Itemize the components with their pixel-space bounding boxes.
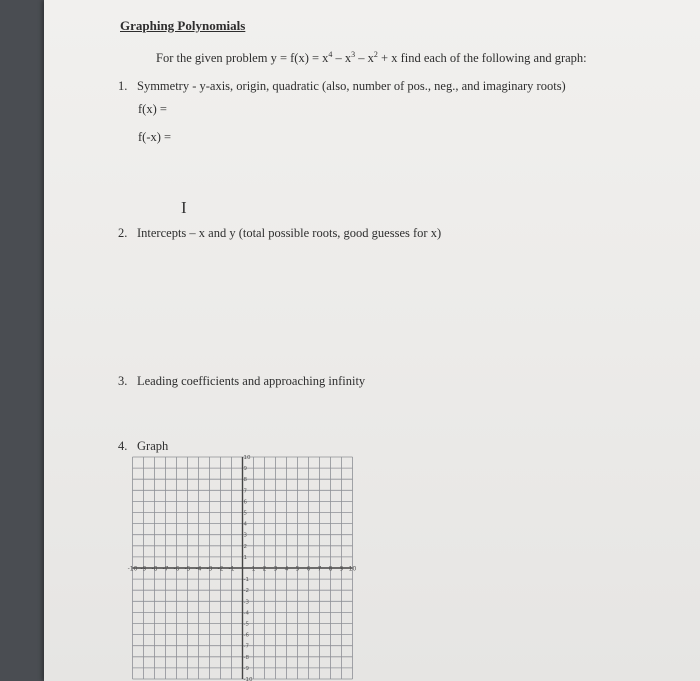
- question-number: 1.: [118, 79, 128, 93]
- question-number: 3.: [118, 374, 128, 388]
- x-tick-label: 4: [284, 565, 289, 573]
- y-tick-label: -8: [243, 654, 249, 661]
- x-tick-label: 6: [306, 565, 311, 573]
- intro-term-2: – x: [355, 51, 374, 66]
- x-tick-label: -5: [184, 565, 191, 573]
- coordinate-grid: [127, 455, 357, 681]
- x-tick-label: -8: [151, 565, 158, 573]
- x-tick-label: 10: [348, 565, 357, 573]
- intro-lead: For the given problem y = f(x) = x: [156, 51, 329, 66]
- y-tick-label: -5: [243, 621, 249, 628]
- x-tick-label: -7: [162, 565, 169, 573]
- x-tick-label: 8: [328, 565, 333, 573]
- f-neg-x-line: f(-x) =: [138, 130, 172, 144]
- worksheet-paper: [44, 0, 700, 681]
- y-tick-label: 7: [243, 488, 247, 495]
- y-tick-label: 1: [243, 554, 247, 561]
- y-tick-label: 5: [243, 510, 247, 517]
- y-tick-label: 8: [243, 477, 247, 484]
- exp-2: 2: [373, 50, 378, 59]
- x-tick-label: 5: [295, 565, 300, 573]
- y-tick-label: -9: [243, 665, 249, 672]
- y-tick-label: 6: [243, 499, 247, 506]
- intro-tail: + x find each of the following and graph:: [377, 51, 587, 66]
- page-title: Graphing Polynomials: [120, 18, 246, 33]
- x-tick-label: -10: [127, 565, 138, 573]
- y-tick-label: 10: [243, 455, 251, 461]
- question-text: Graph: [137, 439, 169, 453]
- fx-line: f(x) =: [138, 102, 167, 116]
- question-4: [118, 439, 168, 454]
- y-tick-label: -10: [243, 677, 253, 681]
- x-tick-label: -4: [195, 565, 202, 573]
- y-tick-label: -3: [243, 599, 249, 606]
- x-tick-label: -9: [140, 565, 147, 573]
- question-1: [118, 79, 566, 94]
- question-text: Symmetry - y-axis, origin, quadratic (also, number of pos., neg., and imaginary roots): [137, 79, 566, 93]
- x-tick-label: -3: [206, 565, 213, 573]
- y-tick-label: -1: [243, 577, 249, 584]
- exp-4: 4: [328, 50, 333, 59]
- y-tick-label: 4: [243, 521, 247, 528]
- question-text: Leading coefficients and approaching infinity: [137, 374, 366, 388]
- y-tick-label: -7: [243, 643, 249, 650]
- question-number: 2.: [118, 226, 128, 240]
- question-number: 4.: [118, 439, 128, 453]
- question-3: [118, 374, 365, 389]
- question-text: Intercepts – x and y (total possible roots, good guesses for x): [137, 226, 442, 240]
- y-tick-label: -4: [243, 610, 249, 617]
- x-tick-label: -1: [228, 565, 235, 573]
- x-tick-label: -2: [217, 565, 224, 573]
- question-2: [118, 226, 441, 241]
- y-tick-label: 9: [243, 466, 247, 473]
- y-tick-label: 3: [243, 532, 247, 539]
- x-tick-label: 2: [262, 565, 267, 573]
- problem-statement: [156, 50, 587, 66]
- x-tick-label: 9: [339, 565, 344, 573]
- y-tick-label: 2: [243, 543, 247, 550]
- y-tick-label: -6: [243, 632, 249, 639]
- y-tick-label: -2: [243, 588, 249, 595]
- x-tick-label: 3: [273, 565, 278, 573]
- text-cursor-icon: I: [181, 198, 187, 217]
- x-tick-label: 1: [251, 565, 256, 573]
- exp-3: 3: [351, 50, 356, 59]
- x-tick-label: -6: [173, 565, 180, 573]
- intro-term-1: – x: [332, 51, 352, 66]
- x-tick-label: 7: [317, 565, 322, 573]
